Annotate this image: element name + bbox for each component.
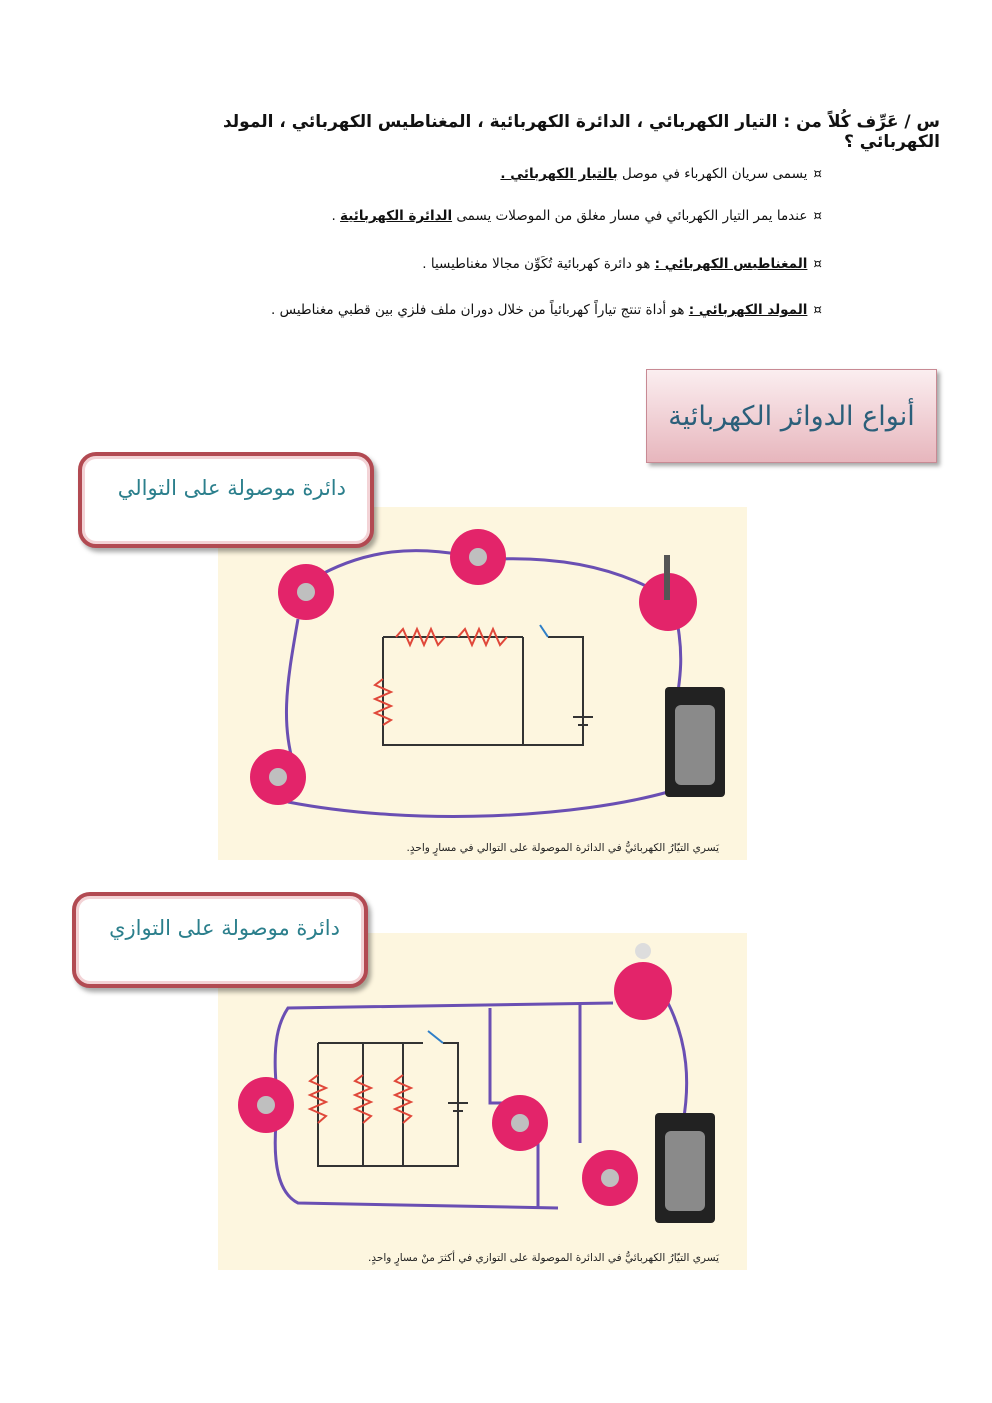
bullet-mark: ¤ [813,208,822,224]
section-title-box [646,369,937,463]
parallel-label: دائرة موصولة على التوازي [109,916,340,940]
parallel-caption: يَسري التيّارُ الكهربائيُّ في الدائرة الموصولة على التوازي في أكثرَ منْ مسارٍ واحدٍ. [368,1252,719,1264]
definition-electromagnet: ¤المغناطيس الكهربائي : هو دائرة كهربائية تُكَوِّن مجالا مغناطيسيا . [422,256,822,272]
series-circuit-illustration [218,507,747,860]
wires [286,551,680,817]
term: بالتيار الكهربائي . [500,166,618,182]
component-discs [250,529,697,805]
term: المولد الكهربائي : [688,302,808,318]
definition-generator: ¤المولد الكهربائي : هو أداة تنتج تياراً كهربائياً من خلال دوران ملف فلزي بين قطبي مغناطيس . [271,302,822,318]
definition-electric-circuit: ¤عندما يمر التيار الكهربائي في مسار مغلق من الموصلات يسمى الدائرة الكهربائية . [331,208,822,224]
section-title: أنواع الدوائر الكهربائية [668,400,915,432]
bullet-mark: ¤ [813,302,822,318]
battery [655,1113,715,1223]
bullet-mark: ¤ [813,256,822,272]
series-caption: يَسري التيّارُ الكهربائيُّ في الدائرة الموصولة على التوالي في مسارٍ واحدٍ. [406,842,719,854]
term: الدائرة الكهربائية [340,208,453,224]
series-label: دائرة موصولة على التوالي [117,476,346,500]
question-heading: س / عَرِّف كُلاً من : التيار الكهربائي ، الدائرة الكهربائية ، المغناطيس الكهربائي ، المولد الكهربائي ؟ [222,112,940,152]
term: المغناطيس الكهربائي : [654,256,808,272]
schematic [375,625,593,745]
bullet-mark: ¤ [813,166,822,182]
schematic [310,1031,468,1166]
parallel-label-box [72,892,368,988]
definition-electric-current: ¤يسمى سريان الكهرباء في موصل بالتيار الكهربائي . [500,166,822,182]
series-label-box [78,452,374,548]
series-circuit-figure [218,507,747,860]
battery [665,687,725,797]
